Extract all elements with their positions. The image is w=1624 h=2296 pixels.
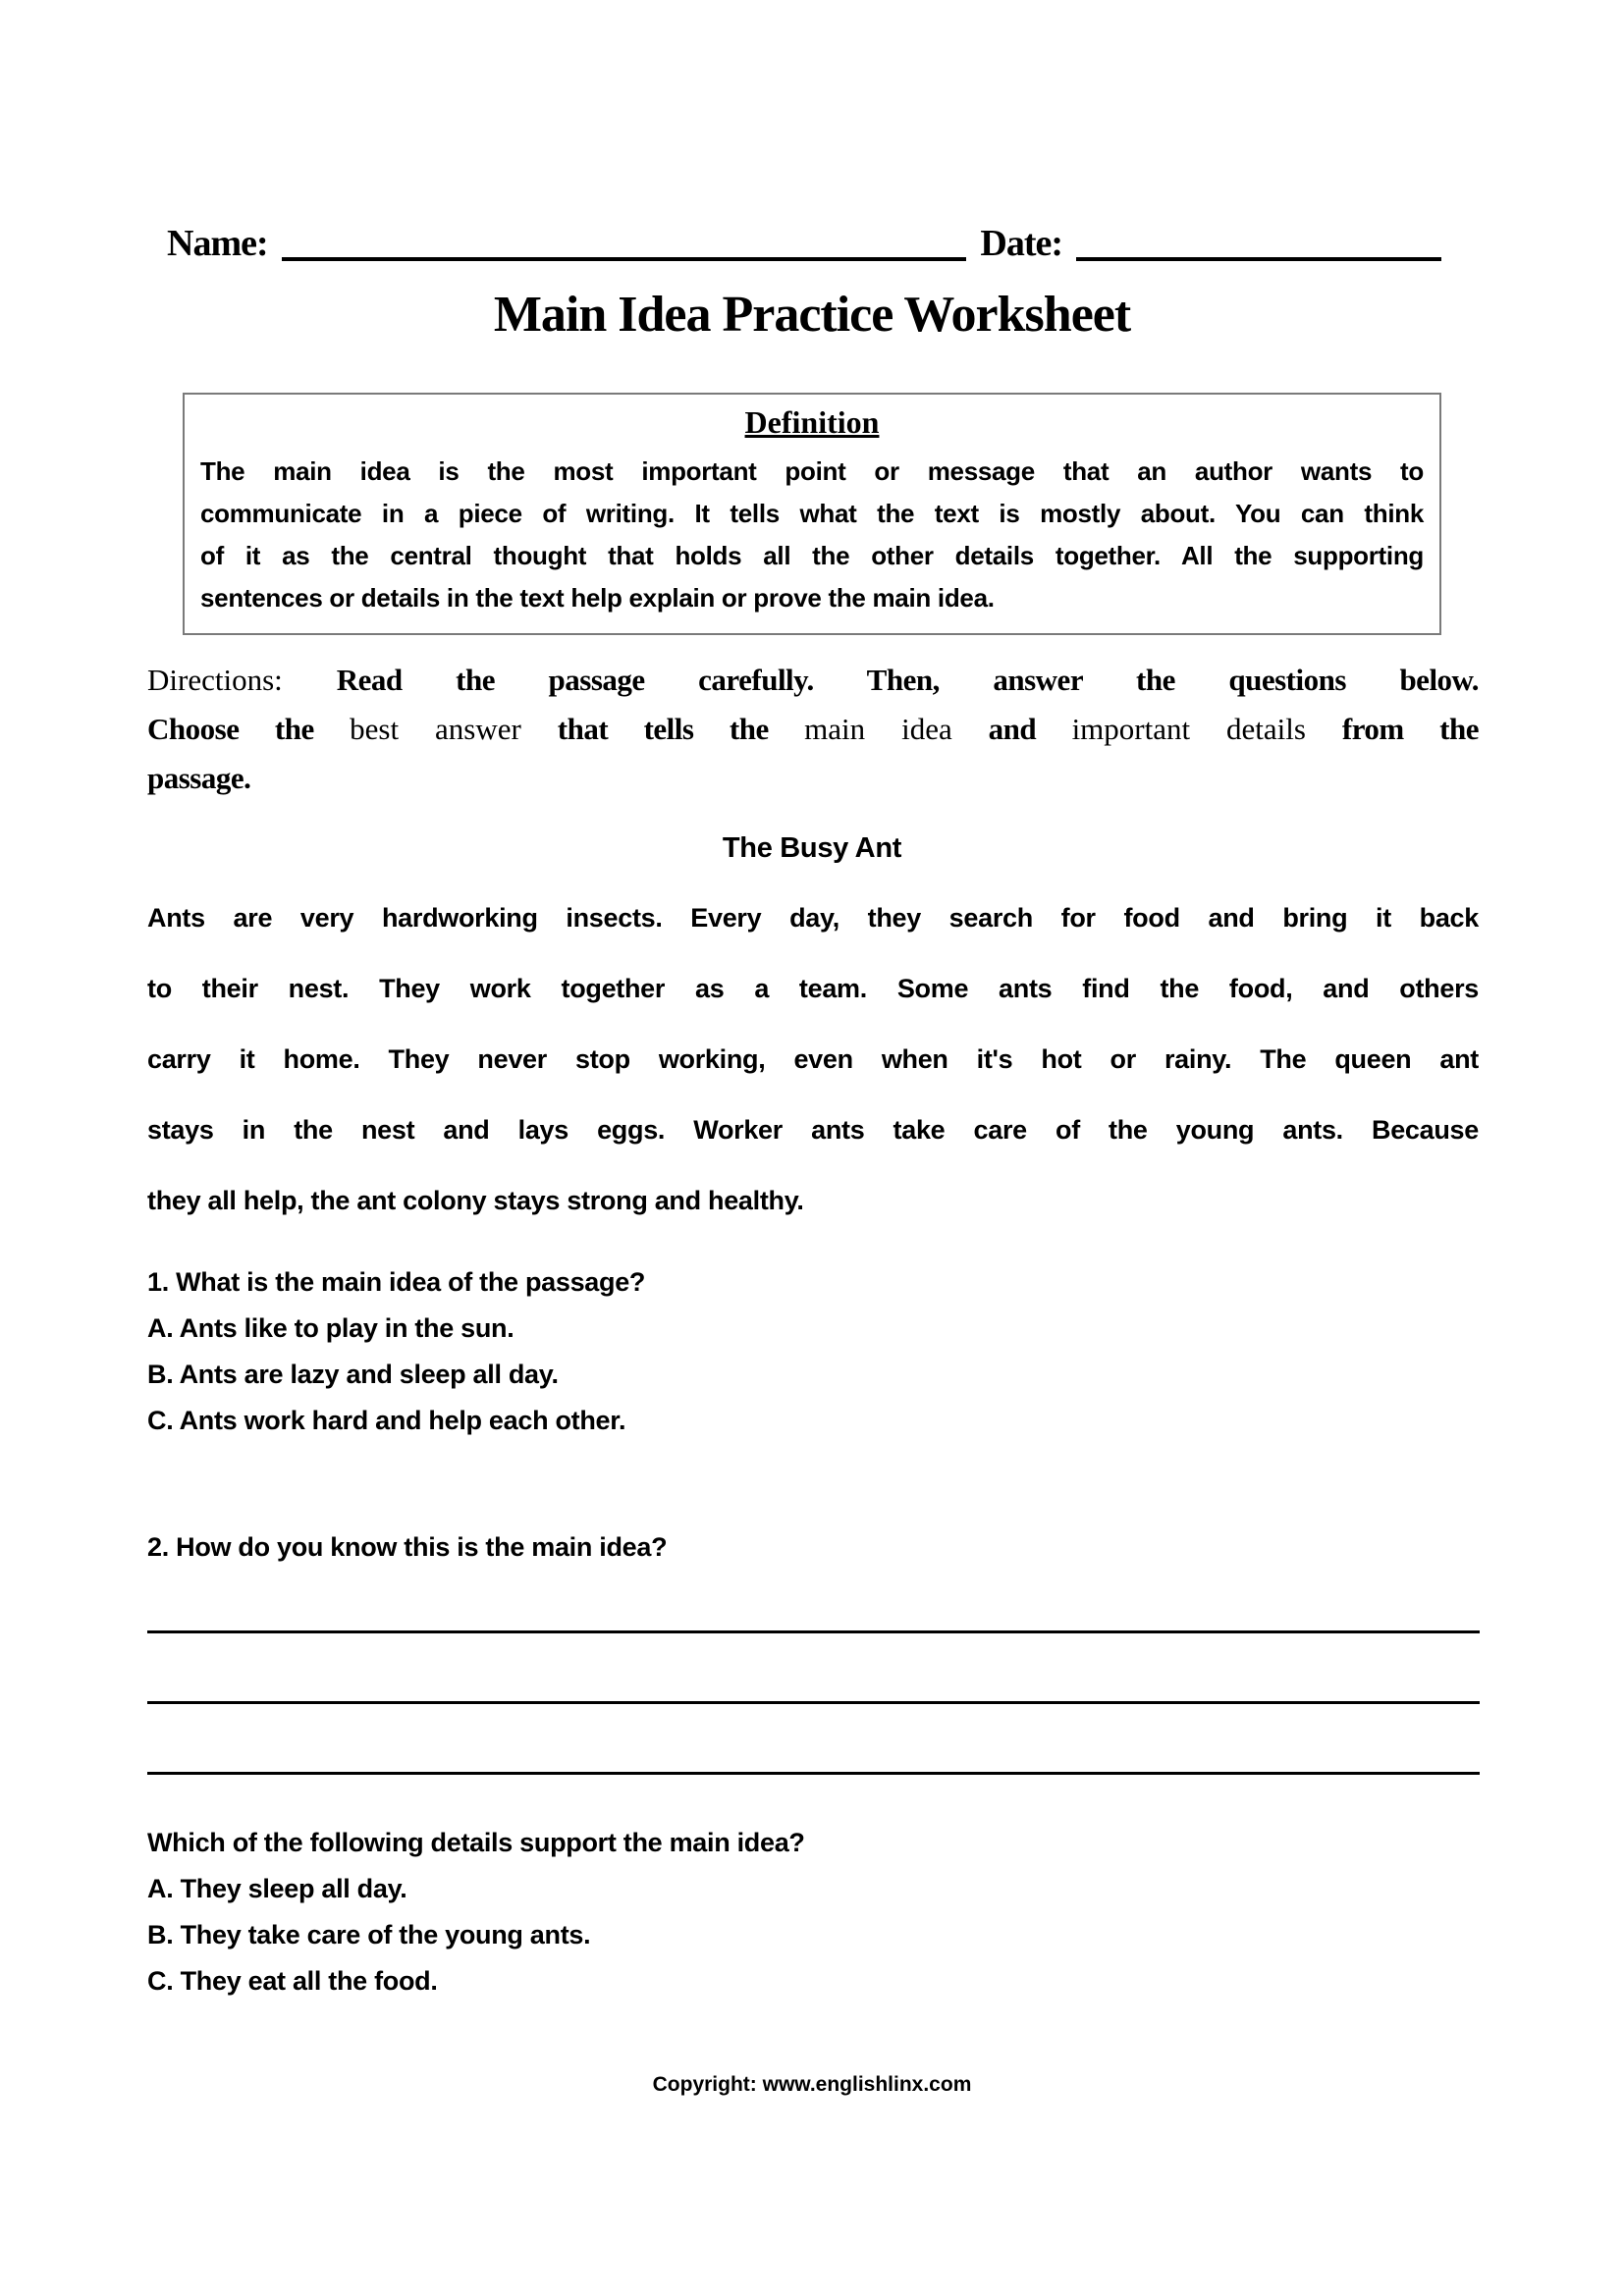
copyright: Copyright: www.englishlinx.com <box>652 2073 972 2096</box>
passage-line: stays in the nest and lays eggs. Worker ants take care of the young ants. Because <box>147 1115 1479 1145</box>
definition-line: communicate in a piece of writing. It tells what the text is mostly about. You can think <box>200 499 1424 528</box>
answer-line[interactable] <box>147 1701 1480 1704</box>
name-date-row <box>167 224 1441 262</box>
worksheet-title: Main Idea Practice Worksheet <box>493 287 1131 343</box>
directions-text: that tells the <box>557 712 805 746</box>
directions-text: Read the passage carefully. Then, answer the questions below. <box>336 663 1479 697</box>
question-1-prompt: 1. What is the main idea of the passage? <box>147 1267 646 1297</box>
answer-option[interactable]: B. Ants are lazy and sleep all day. <box>147 1360 559 1389</box>
name-input-line[interactable] <box>282 224 967 261</box>
passage-line: carry it home. They never stop working, even when it's hot or rainy. The queen ant <box>147 1044 1479 1074</box>
question-3-prompt: Which of the following details support the main idea? <box>147 1828 805 1857</box>
directions-text: from the <box>1341 712 1479 746</box>
passage-line: they all help, the ant colony stays strong and healthy. <box>147 1186 804 1215</box>
directions-line <box>147 754 1479 803</box>
directions-text: passage. <box>147 761 251 795</box>
definition-heading: Definition <box>744 404 880 440</box>
answer-option[interactable]: B. They take care of the young ants. <box>147 1920 591 1949</box>
passage-title: The Busy Ant <box>722 832 902 864</box>
answer-option[interactable]: C. Ants work hard and help each other. <box>147 1406 626 1435</box>
answer-option[interactable]: A. They sleep all day. <box>147 1874 407 1903</box>
directions-text: important details <box>1071 712 1342 746</box>
question-3 <box>147 1820 1479 2004</box>
question-2-prompt: 2. How do you know this is the main idea? <box>147 1532 668 1562</box>
directions-text: main idea <box>804 712 989 746</box>
answer-option[interactable]: A. Ants like to play in the sun. <box>147 1313 514 1343</box>
definition-box <box>183 393 1441 635</box>
directions-line <box>147 656 1479 705</box>
question-1 <box>147 1259 1479 1444</box>
definition-line: The main idea is the most important point or message that an author wants to <box>200 456 1424 486</box>
answer-option[interactable]: C. They eat all the food. <box>147 1966 438 1996</box>
passage-line: Ants are very hardworking insects. Every day, they search for food and bring it back <box>147 903 1479 933</box>
directions-text: and <box>988 712 1072 746</box>
directions-text: Choose the <box>147 712 351 746</box>
directions-line <box>147 705 1479 754</box>
directions-label: Directions: <box>147 663 337 697</box>
directions-text: best answer <box>350 712 558 746</box>
directions <box>147 656 1479 803</box>
name-label: Name: <box>167 223 268 264</box>
passage <box>147 882 1479 1236</box>
answer-line[interactable] <box>147 1630 1480 1633</box>
date-input-line[interactable] <box>1076 224 1441 261</box>
date-label: Date: <box>980 223 1062 264</box>
definition-line: of it as the central thought that holds all the other details together. All the supporting <box>200 541 1424 570</box>
answer-line[interactable] <box>147 1772 1480 1775</box>
passage-line: to their nest. They work together as a team. Some ants find the food, and others <box>147 974 1479 1003</box>
definition-line: sentences or details in the text help explain or prove the main idea. <box>200 583 995 613</box>
